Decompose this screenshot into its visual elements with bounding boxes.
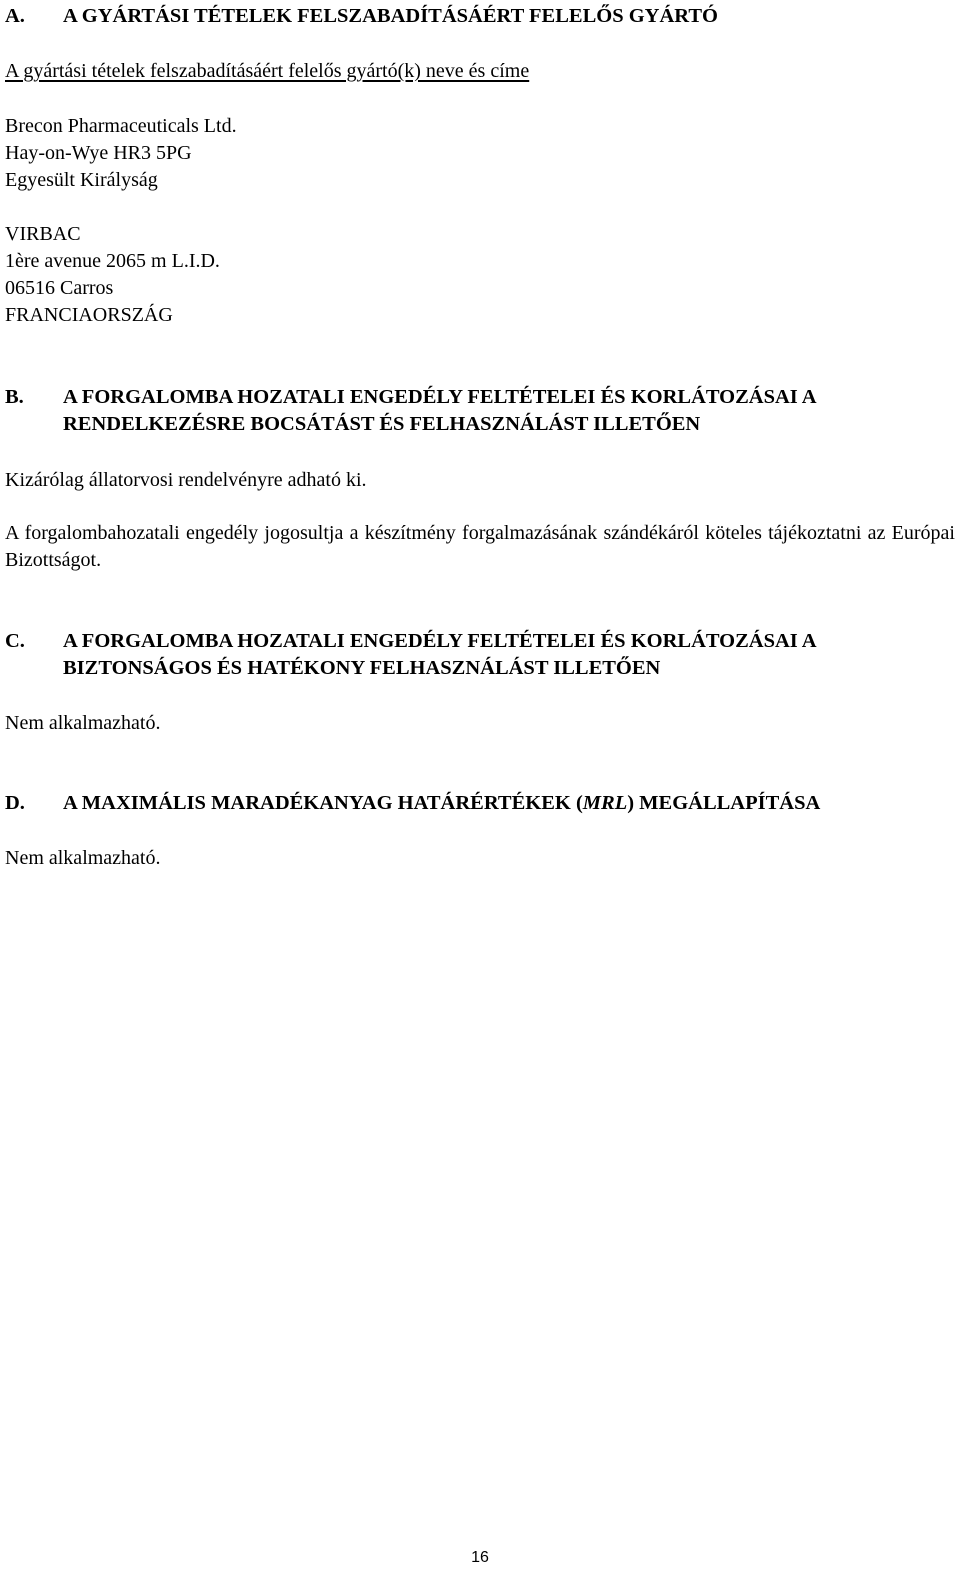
section-b-paragraph-commission: A forgalombahozatali engedély jogosultja a készítmény forgalmazásának szándékáról köteles tájékoztatni az Európai Bizottságot. <box>5 522 955 571</box>
section-d-paragraph: Nem alkalmazható. <box>5 847 161 869</box>
address-line: Hay-on-Wye HR3 5PG <box>5 142 192 164</box>
manufacturer-address-brecon <box>5 113 955 194</box>
manufacturer-subtitle: A gyártási tételek felszabadításáért felelős gyártó(k) neve és címe <box>5 60 530 82</box>
address-line: 1ère avenue 2065 m L.I.D. <box>5 250 220 272</box>
section-a-letter: A. <box>5 5 25 27</box>
address-line: VIRBAC <box>5 223 81 245</box>
section-d-title-start: A MAXIMÁLIS MARADÉKANYAG HATÁRÉRTÉKEK ( <box>63 792 583 814</box>
section-b-paragraph-prescription: Kizárólag állatorvosi rendelvényre adható ki. <box>5 469 367 491</box>
address-line: Egyesült Királyság <box>5 169 158 191</box>
manufacturer-address-virbac <box>5 221 955 329</box>
section-b-letter: B. <box>5 386 24 408</box>
section-d-title-mrl: MRL <box>582 792 628 814</box>
section-b-title: A FORGALOMBA HOZATALI ENGEDÉLY FELTÉTELEI ÉS KORLÁTOZÁSAI A RENDELKEZÉSRE BOCSÁTÁST ÉS FELHASZNÁLÁST ILLETŐEN <box>63 386 816 435</box>
section-d-title-end: ) MEGÁLLAPÍTÁSA <box>627 792 821 814</box>
section-d-title <box>63 790 945 817</box>
section-d-letter: D. <box>5 792 25 814</box>
section-c-letter: C. <box>5 630 25 652</box>
address-line: 06516 Carros <box>5 277 114 299</box>
address-line: Brecon Pharmaceuticals Ltd. <box>5 115 237 137</box>
address-line: FRANCIAORSZÁG <box>5 304 173 326</box>
section-b-heading <box>5 384 945 438</box>
section-c-heading <box>5 628 945 682</box>
section-a-heading <box>5 3 945 30</box>
page-number: 16 <box>471 1549 489 1566</box>
section-d-heading <box>5 790 945 817</box>
section-c-title: A FORGALOMBA HOZATALI ENGEDÉLY FELTÉTELEI ÉS KORLÁTOZÁSAI A BIZTONSÁGOS ÉS HATÉKONY FELHASZNÁLÁST ILLETŐEN <box>63 630 816 679</box>
section-a-title: A GYÁRTÁSI TÉTELEK FELSZABADÍTÁSÁÉRT FELELŐS GYÁRTÓ <box>63 5 718 27</box>
section-c-paragraph: Nem alkalmazható. <box>5 712 161 734</box>
